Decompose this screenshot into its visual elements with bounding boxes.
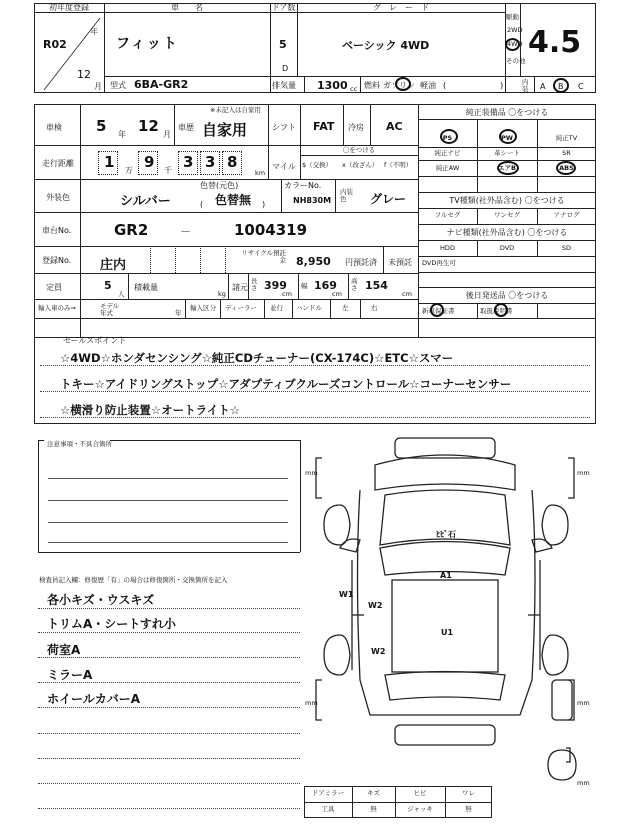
interior-label: 内装 bbox=[522, 78, 529, 93]
recycle-deposited: 円預託済 bbox=[345, 258, 377, 267]
dims-label: 諸元 bbox=[232, 283, 248, 292]
kg-unit: kg bbox=[218, 290, 226, 298]
height-label: 高さ bbox=[351, 277, 358, 292]
later-warranty: 新車保証書 bbox=[422, 307, 455, 315]
note-item: ホイールカバーA bbox=[47, 692, 141, 706]
import-type-dealer: ディーラー bbox=[225, 304, 257, 312]
navi-sd: SD bbox=[561, 244, 572, 252]
handle-label: ハンドル bbox=[296, 304, 322, 312]
caution-label: 注意事項・不具合箇所 bbox=[47, 440, 112, 448]
dvd-playable: DVD再生可 bbox=[422, 259, 456, 267]
shaken-month-unit: 月 bbox=[163, 130, 171, 139]
handle-right: 右 bbox=[371, 304, 378, 312]
chassis-dash: － bbox=[180, 225, 191, 238]
import-type-parallel: 並行 bbox=[270, 304, 283, 312]
mileage-digit: 8 bbox=[227, 153, 238, 171]
inspector-label: 検査員記入欄：修復歴「有」の場合は修復箇所・交換箇所を記入 bbox=[39, 576, 228, 584]
drive-4wd: 4WD bbox=[507, 40, 523, 48]
equip-abs: ABS bbox=[559, 164, 574, 172]
width-label: 幅 bbox=[301, 282, 308, 290]
doors-label: ドア数 bbox=[271, 3, 296, 12]
color-no-label: カラーNo. bbox=[284, 181, 322, 190]
drive-4wd-circle bbox=[505, 38, 520, 51]
car-name-label: 車 名 bbox=[171, 3, 203, 12]
selling-line: ☆4WD☆ホンダセンシング☆純正CDチューナー(CX-174C)☆ETC☆スマー bbox=[60, 351, 454, 365]
later-header: 後日発送品 〇をつける bbox=[465, 291, 549, 300]
mm-label: mm bbox=[577, 779, 590, 787]
color-change: 色替無 bbox=[215, 193, 252, 207]
shaken-month: 12 bbox=[138, 117, 159, 135]
diagonal-slash bbox=[34, 12, 104, 93]
tv-header: TV種類(社外品含む) 〇をつける bbox=[449, 196, 565, 205]
equip-abs-circle bbox=[556, 161, 576, 175]
equip-pw: PW bbox=[501, 134, 513, 142]
selling-line: ☆横滑り防止装置☆オートライト☆ bbox=[60, 403, 241, 417]
shaken-year: 5 bbox=[96, 117, 107, 135]
mileage-digit: 9 bbox=[144, 153, 155, 171]
mm-label: mm bbox=[577, 469, 590, 477]
damage-mark-u1: U1 bbox=[441, 628, 454, 637]
car-name: フィット bbox=[116, 36, 179, 52]
mileage-label: 走行距離 bbox=[42, 159, 74, 168]
handle-left: 左 bbox=[342, 304, 349, 312]
height: 154 bbox=[365, 279, 388, 292]
km-unit: km bbox=[255, 169, 266, 177]
model-year-unit: 年 bbox=[175, 309, 182, 317]
meter-swap: $（交換） bbox=[302, 161, 333, 169]
ac-label: 冷房 bbox=[348, 123, 364, 132]
fuel-label: 燃料 bbox=[364, 81, 380, 90]
color: シルバー bbox=[120, 194, 171, 209]
fuel-gasoline: ガソリン bbox=[383, 81, 415, 90]
recycle-label: リサイクル預託金 bbox=[241, 249, 286, 264]
int-color: グレー bbox=[370, 192, 407, 206]
door-type: D bbox=[282, 64, 289, 73]
note-item: トリムA・シートすれ小 bbox=[47, 617, 176, 631]
footer-value: ジャッキ bbox=[407, 805, 433, 813]
interior-grade-a: A bbox=[540, 82, 546, 91]
navi-hdd: HDD bbox=[440, 244, 455, 252]
meter-unknown: f（不明） bbox=[384, 161, 413, 169]
later-manual-circle bbox=[494, 303, 508, 317]
displacement: 1300 bbox=[317, 79, 348, 92]
drive-2wd: 2WD bbox=[507, 26, 523, 34]
tv-oneseg: ワンセグ bbox=[494, 211, 520, 219]
footer-header: ドアミラー bbox=[311, 789, 345, 797]
tv-analog: アナログ bbox=[553, 211, 580, 219]
chassis-label: 車台No. bbox=[42, 226, 72, 235]
footer-value: 工具 bbox=[321, 805, 335, 813]
damage-mark-w2: W2 bbox=[368, 601, 383, 610]
man-unit: 万 bbox=[125, 166, 133, 175]
cc-unit: cc bbox=[350, 85, 358, 93]
equip-airbag: エアB bbox=[498, 164, 516, 172]
equip-pw-circle bbox=[499, 129, 517, 144]
footer-header: キズ bbox=[367, 789, 380, 797]
shift: FAT bbox=[313, 120, 335, 133]
mm-label: mm bbox=[305, 469, 318, 477]
length-label: 長さ bbox=[251, 277, 258, 292]
history: 自家用 bbox=[202, 121, 248, 139]
navi-header: ナビ種類(社外品含む) 〇をつける bbox=[446, 228, 568, 237]
drive-other: その他 bbox=[506, 57, 526, 65]
mileage-digit: 3 bbox=[183, 153, 194, 171]
fuel-gasoline-circle bbox=[395, 77, 411, 91]
import-label: 輸入車のみ⇒ bbox=[38, 304, 76, 312]
drive-label: 駆動 bbox=[506, 13, 519, 21]
interior-grade-b-circle bbox=[553, 78, 569, 93]
mileage-digit: 1 bbox=[104, 153, 115, 171]
cm-unit: cm bbox=[332, 290, 342, 298]
cm-unit: cm bbox=[402, 290, 412, 298]
meter-note: 〇をつける bbox=[342, 146, 376, 154]
grade: ベーシック 4WD bbox=[342, 39, 430, 52]
sen-unit: 千 bbox=[164, 166, 172, 175]
damage-mark-chip: ﾋﾋﾞ石 bbox=[436, 530, 456, 539]
selling-line: トキー☆アイドリングストップ☆アダプティブクルーズコントロール☆コーナーセンサー bbox=[60, 377, 512, 391]
interior-grade-b: B bbox=[558, 82, 564, 91]
mm-label: mm bbox=[305, 699, 318, 707]
score: 4.5 bbox=[528, 25, 582, 60]
color-no: NH830M bbox=[293, 196, 332, 205]
chassis-prefix: GR2 bbox=[114, 221, 149, 239]
model: 6BA-GR2 bbox=[134, 78, 189, 91]
width: 169 bbox=[314, 279, 337, 292]
model-year-label: モデル年式 bbox=[100, 302, 120, 317]
damage-mark-w1: W1 bbox=[339, 590, 354, 599]
capacity-unit: 人 bbox=[118, 290, 125, 298]
interior-grade-c: C bbox=[578, 82, 584, 91]
damage-mark-w2: W2 bbox=[371, 647, 386, 656]
load-label: 積載量 bbox=[134, 283, 158, 292]
mileage-digit: 3 bbox=[205, 153, 216, 171]
mile-label: マイル bbox=[272, 162, 296, 171]
tv-fullseg: フルセグ bbox=[434, 211, 461, 219]
color-label: 外装色 bbox=[46, 193, 70, 202]
displacement-label: 排気量 bbox=[272, 81, 296, 90]
equip-leather-seat: 革シート bbox=[494, 149, 520, 157]
damage-mark-a1: A1 bbox=[440, 571, 452, 580]
import-type-label: 輸入区分 bbox=[190, 304, 216, 312]
equip-genuine-navi: 純正ナビ bbox=[434, 149, 461, 157]
shaken-year-unit: 年 bbox=[118, 130, 126, 139]
cm-unit: cm bbox=[282, 290, 292, 298]
first-reg-month: 12 bbox=[77, 68, 91, 81]
year-unit: 年 bbox=[90, 27, 98, 36]
recycle-not-deposited: 未預託 bbox=[388, 258, 412, 267]
equip-airbag-circle bbox=[497, 161, 519, 175]
month-unit: 月 bbox=[94, 82, 102, 91]
chassis-no: 1004319 bbox=[234, 221, 308, 239]
model-label: 型式 bbox=[110, 81, 126, 90]
navi-dvd: DVD bbox=[499, 244, 515, 252]
later-warranty-circle bbox=[430, 303, 444, 317]
reg-area: 庄内 bbox=[100, 258, 127, 273]
equip-ps-circle bbox=[440, 129, 458, 144]
history-label: 車歴 bbox=[178, 123, 194, 132]
reg-label: 登録No. bbox=[42, 256, 72, 265]
equip-genuine-aw: 純正AW bbox=[435, 164, 460, 172]
color-change-label: 色替(元色) bbox=[200, 181, 239, 190]
capacity-label: 定員 bbox=[46, 283, 62, 292]
recycle-amount: 8,950 bbox=[296, 255, 331, 268]
footer-header: ヒビ bbox=[413, 789, 427, 797]
equip-header: 純正装備品 〇をつける bbox=[465, 108, 549, 117]
grade-label: グ レ ー ド bbox=[373, 3, 429, 12]
footer-value: 無 bbox=[370, 805, 377, 813]
car-outline-diagram bbox=[300, 430, 633, 790]
mm-label: mm bbox=[577, 699, 590, 707]
equip-sunroof: SR bbox=[562, 149, 571, 157]
footer-value: 無 bbox=[465, 805, 472, 813]
equip-genuine-tv: 純正TV bbox=[555, 134, 578, 142]
footer-header: ワレ bbox=[462, 789, 475, 797]
doors: 5 bbox=[279, 38, 287, 51]
equip-ps: PS bbox=[442, 134, 453, 142]
meter-modified: x（改ざん） bbox=[342, 161, 379, 169]
first-reg-era-year: R02 bbox=[43, 38, 67, 51]
history-note: ※未記入は自家用 bbox=[210, 106, 261, 114]
note-item: ミラーA bbox=[47, 668, 93, 682]
capacity: 5 bbox=[104, 279, 112, 292]
selling-label: セールスポイント bbox=[63, 336, 127, 345]
first-reg-label: 初年度登録 bbox=[49, 3, 89, 12]
shift-label: シフト bbox=[272, 123, 296, 132]
note-item: 荷室A bbox=[47, 643, 81, 657]
int-color-label: 内装色 bbox=[340, 188, 353, 203]
ac: AC bbox=[386, 120, 403, 133]
length: 399 bbox=[264, 279, 287, 292]
note-item: 各小キズ・ウスキズ bbox=[47, 593, 155, 607]
shaken-label: 車検 bbox=[46, 123, 62, 132]
fuel-diesel: 軽油 bbox=[420, 81, 436, 90]
later-manual: 取扱説明書 bbox=[480, 307, 513, 315]
